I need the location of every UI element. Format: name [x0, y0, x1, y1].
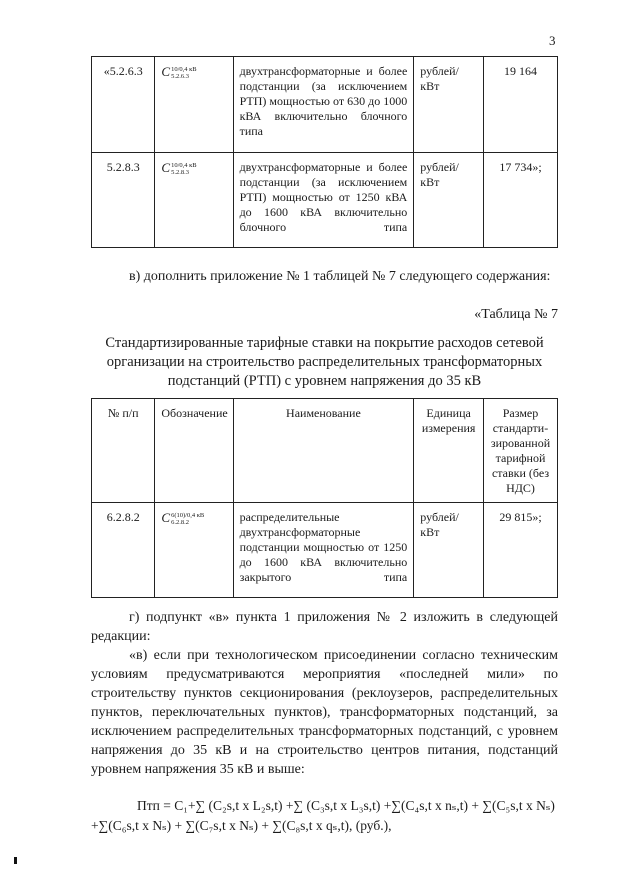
designation-code: 6.2.8.2 [171, 519, 189, 527]
tariff-value: 17 734»; [484, 153, 558, 248]
unit: рублей/кВт [414, 57, 484, 153]
designation-voltage: 10/0,4 кВ [171, 162, 197, 170]
tariff-value: 29 815»; [484, 503, 558, 598]
item-name: распределительные двухтрансформаторные подстанции мощностью от 1250 до 1600 кВА включительно закрытого типа [233, 503, 414, 598]
formula-line-1: Птп = С₁+∑ (С₂s,t x L₂s,t) +∑ (С₃s,t x L₃s,t) +∑(С₄s,t x nₛ,t) + ∑(С₅s,t x Nₛ) [137, 798, 555, 813]
designation-voltage: 6(10)/0,4 кВ [171, 512, 205, 520]
paragraph-g: г) подпункт «в» пункта 1 приложения № 2 изложить в следующей редакции: [91, 610, 558, 644]
header-designation: Обозначение [155, 399, 233, 503]
row-number: «5.2.6.3 [92, 57, 155, 153]
designation: C 10/0,4 кВ 5.2.6.3 [155, 57, 233, 153]
table-header-row [92, 399, 558, 503]
designation-code: 5.2.6.3 [171, 73, 189, 81]
table-label: «Таблица № 7 [474, 307, 558, 322]
tariff-table-continuation [91, 56, 558, 248]
formula-line-2: +∑(С₆s,t x Nₛ) + ∑(С₇s,t x Nₛ) + ∑(С₈s,t x qₛ,t), (руб.), [91, 818, 392, 833]
designation-code: 5.2.8.3 [171, 169, 189, 177]
designation: C 6(10)/0,4 кВ 6.2.8.2 [155, 503, 233, 598]
row-number: 6.2.8.2 [92, 503, 155, 598]
table-row [92, 153, 558, 248]
tariff-table-7 [91, 398, 558, 598]
unit: рублей/кВт [414, 503, 484, 598]
row-number: 5.2.8.3 [92, 153, 155, 248]
tariff-value: 19 164 [484, 57, 558, 153]
scan-mark [14, 857, 17, 864]
table-caption: Стандартизированные тарифные ставки на покрытие расходов сетевой организации на строительство распределительных трансформаторных подстанций (РТП) с уровнем напряжения до 35 кВ [105, 335, 544, 389]
header-name: Наименование [233, 399, 414, 503]
designation: C 10/0,4 кВ 5.2.8.3 [155, 153, 233, 248]
table-row [92, 57, 558, 153]
table-row [92, 503, 558, 598]
unit: рублей/кВт [414, 153, 484, 248]
designation-voltage: 10/0,4 кВ [171, 66, 197, 74]
item-name: двухтрансформаторные и более подстанции (за исключением РТП) мощностью от 630 до 1000 кВА включительно блочного типа [233, 57, 414, 153]
page-number: 3 [549, 33, 556, 48]
paragraph-v: в) дополнить приложение № 1 таблицей № 7 следующего содержания: [129, 269, 551, 284]
header-value: Размер стандарти-зированной тарифной ставки (без НДС) [484, 399, 558, 503]
header-number: № п/п [92, 399, 155, 503]
paragraph-quote: «в) если при технологическом присоединении согласно техническим условиям предусматриваются мероприятия «последней мили» по строительству пунктов секционирования (реклоузеров, распределительных пунктов, переключательных пунктов), трансформаторных подстанций, за исключением распределительных трансформаторных подстанций, с уровнем напряжения до 35 кВ и на строительство центров питания, подстанций уровнем напряжения 35 кВ и выше: [91, 648, 558, 777]
item-name: двухтрансформаторные и более подстанции (за исключением РТП) мощностью от 1250 кВА до 1600 кВА включительно блочного типа [233, 153, 414, 248]
header-unit: Единица измерения [414, 399, 484, 503]
